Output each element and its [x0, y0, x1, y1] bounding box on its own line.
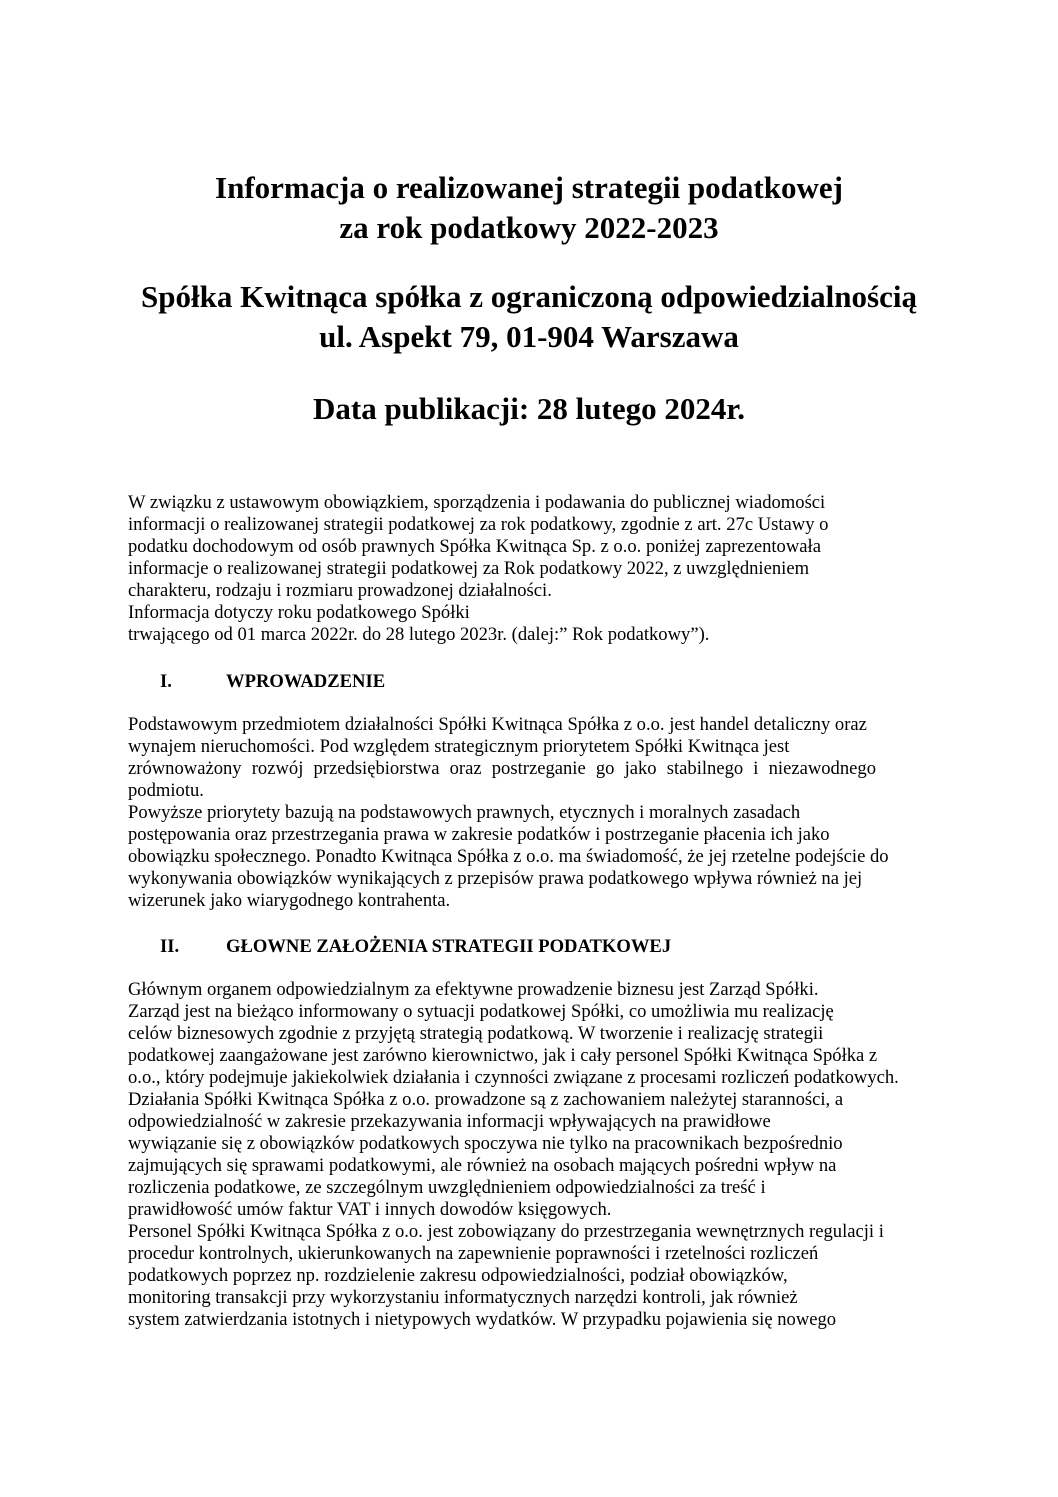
- section-2-line: Personel Spółki Kwitnąca Spółka z o.o. jest zobowiązany do przestrzegania wewnętrznych regulacji i: [128, 1221, 884, 1242]
- section-1-line: podmiotu.: [128, 780, 204, 801]
- section-2-line: zajmujących się sprawami podatkowymi, ale również na osobach mających pośredni wpływ na: [128, 1155, 837, 1176]
- intro-line: informacji o realizowanej strategii podatkowej za rok podatkowy, zgodnie z art. 27c Ustawy o: [128, 514, 829, 535]
- section-2-line: wywiązanie się z obowiązków podatkowych spoczywa nie tylko na pracownikach bezpośrednio: [128, 1133, 843, 1154]
- section-2-number: II.: [160, 936, 180, 957]
- section-2-line: o.o., który podejmuje jakiekolwiek działania i czynności związane z procesami rozliczeń podatkowych.: [128, 1067, 899, 1088]
- section-2-line: celów biznesowych zgodnie z przyjętą strategią podatkową. W tworzenie i realizację strategii: [128, 1023, 824, 1044]
- section-2-line: rozliczenia podatkowe, ze szczególnym uwzględnieniem odpowiedzialności za treść i: [128, 1177, 766, 1198]
- section-2-title: GŁOWNE ZAŁOŻENIA STRATEGII PODATKOWEJ: [226, 936, 672, 957]
- section-1-line: postępowania oraz przestrzegania prawa w zakresie podatków i postrzeganie płacenia ich jako: [128, 824, 830, 845]
- section-1-line: wizerunek jako wiarygodnego kontrahenta.: [128, 890, 451, 911]
- section-1-line: Podstawowym przedmiotem działalności Spółki Kwitnąca Spółka z o.o. jest handel detaliczny oraz: [128, 714, 867, 735]
- section-2-line: system zatwierdzania istotnych i nietypowych wydatków. W przypadku pojawienia się nowego: [128, 1309, 837, 1330]
- section-2-line: prawidłowość umów faktur VAT i innych dowodów księgowych.: [128, 1199, 612, 1220]
- section-2-line: odpowiedzialność w zakresie przekazywania informacji wpływających na prawidłowe: [128, 1111, 771, 1132]
- section-2-line: Zarząd jest na bieżąco informowany o sytuacji podatkowej Spółki, co umożliwia mu realizację: [128, 1001, 834, 1022]
- intro-line: trwającego od 01 marca 2022r. do 28 lutego 2023r. (dalej:” Rok podatkowy”).: [128, 624, 710, 645]
- publication-date: Data publikacji: 28 lutego 2024r.: [312, 391, 746, 426]
- company-name: Spółka Kwitnąca spółka z ograniczoną odpowiedzialnością: [141, 279, 917, 314]
- section-2-line: podatkowej zaangażowane jest zarówno kierownictwo, jak i cały personel Spółki Kwitnąca Spółka z: [128, 1045, 878, 1066]
- section-2-line: Głównym organem odpowiedzialnym za efektywne prowadzenie biznesu jest Zarząd Spółki.: [128, 979, 819, 1000]
- intro-line: W związku z ustawowym obowiązkiem, sporządzenia i podawania do publicznej wiadomości: [128, 492, 826, 513]
- intro-line: informacje o realizowanej strategii podatkowej za Rok podatkowy 2022, z uwzględnieniem: [128, 558, 810, 579]
- section-2-line: procedur kontrolnych, ukierunkowanych na zapewnienie poprawności i rzetelności rozliczeń: [128, 1243, 819, 1264]
- intro-line: Informacja dotyczy roku podatkowego Spółki: [128, 602, 470, 623]
- section-1-title: WPROWADZENIE: [226, 671, 386, 692]
- section-1-line: obowiązku społecznego. Ponadto Kwitnąca Spółka z o.o. ma świadomość, że jej rzetelne podejście do: [128, 846, 889, 867]
- section-1-line: Powyższe priorytety bazują na podstawowych prawnych, etycznych i moralnych zasadach: [128, 802, 801, 823]
- company-address: ul. Aspekt 79, 01-904 Warszawa: [319, 319, 739, 354]
- section-2-line: monitoring transakcji przy wykorzystaniu informatycznych narzędzi kontroli, jak również: [128, 1287, 798, 1308]
- section-1-line: zrównoważony rozwój przedsiębiorstwa oraz postrzeganie go jako stabilnego i niezawodnego: [128, 758, 876, 779]
- title-line-2: za rok podatkowy 2022-2023: [339, 210, 719, 245]
- company-heading: [0, 277, 1058, 357]
- section-1-number: I.: [160, 671, 172, 692]
- intro-line: charakteru, rodzaju i rozmiaru prowadzonej działalności.: [128, 580, 552, 601]
- section-2-line: podatkowych poprzez np. rozdzielenie zakresu odpowiedzialności, podział obowiązków,: [128, 1265, 788, 1286]
- document-title: [0, 168, 1058, 248]
- title-line-1: Informacja o realizowanej strategii podatkowej: [215, 170, 843, 205]
- section-1-line: wynajem nieruchomości. Pod względem strategicznym priorytetem Spółki Kwitnąca jest: [128, 736, 790, 757]
- intro-line: podatku dochodowym od osób prawnych Spółka Kwitnąca Sp. z o.o. poniżej zaprezentowała: [128, 536, 821, 557]
- section-2-line: Działania Spółki Kwitnąca Spółka z o.o. prowadzone są z zachowaniem należytej staranności, a: [128, 1089, 844, 1110]
- section-1-line: wykonywania obowiązków wynikających z przepisów prawa podatkowego wpływa również na jej: [128, 868, 863, 889]
